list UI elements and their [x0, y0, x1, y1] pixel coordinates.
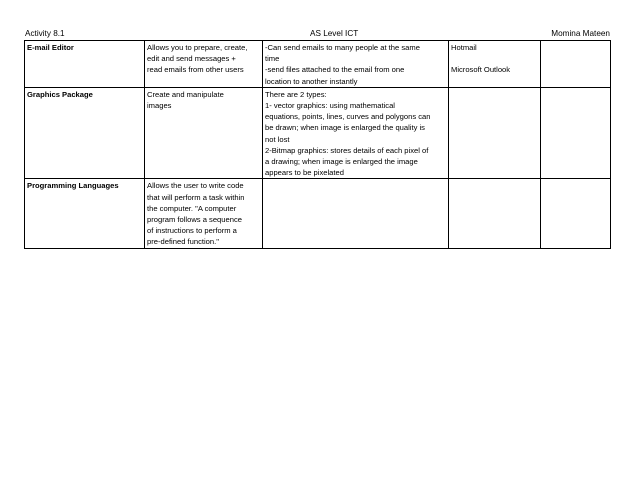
- description-line: the computer. "A computer: [147, 203, 237, 213]
- details-line: a drawing; when image is enlarged the image: [265, 157, 418, 167]
- row-title-cell: [25, 87, 145, 179]
- table-row: [25, 179, 611, 248]
- details-line: There are 2 types:: [265, 89, 327, 99]
- details-cell: [263, 179, 449, 248]
- description-line: read emails from other users: [147, 65, 244, 75]
- table-row: [25, 87, 611, 179]
- row-title: Programming Languages: [27, 181, 119, 191]
- details-line: time: [265, 54, 280, 64]
- examples-cell: [449, 87, 541, 179]
- software-table: [24, 40, 611, 249]
- page-header: [24, 28, 610, 40]
- details-cell: [263, 41, 449, 88]
- description-cell: [145, 41, 263, 88]
- description-line: pre-defined function.": [147, 237, 219, 247]
- description-line: Create and manipulate: [147, 89, 224, 99]
- header-activity: Activity 8.1: [25, 29, 65, 38]
- description-line: of instructions to perform a: [147, 226, 237, 236]
- header-author: Momina Mateen: [551, 29, 610, 38]
- details-line: -Can send emails to many people at the same: [265, 43, 420, 52]
- row-title-cell: [25, 41, 145, 88]
- example-spacer: [451, 53, 538, 64]
- row-title: E-mail Editor: [27, 43, 74, 52]
- empty-cell: [541, 179, 611, 248]
- details-cell: [263, 87, 449, 179]
- table-row: [25, 41, 611, 88]
- details-line: appears to be pixelated: [265, 168, 344, 178]
- description-line: program follows a sequence: [147, 215, 242, 225]
- details-line: 2-Bitmap graphics: stores details of each pixel of: [265, 145, 429, 155]
- empty-cell: [541, 87, 611, 179]
- details-line: equations, points, lines, curves and polygons can: [265, 112, 431, 122]
- details-line: location to another instantly: [265, 76, 358, 86]
- details-line: not lost: [265, 134, 290, 144]
- description-line: images: [147, 101, 172, 111]
- example-item: Hotmail: [451, 43, 477, 52]
- header-course: AS Level ICT: [310, 29, 359, 38]
- description-line: Allows the user to write code: [147, 181, 244, 191]
- empty-cell: [541, 41, 611, 88]
- document-page: [24, 28, 610, 249]
- row-title-cell: [25, 179, 145, 248]
- examples-cell: [449, 179, 541, 248]
- description-line: Allows you to prepare, create,: [147, 43, 248, 52]
- description-line: edit and send messages +: [147, 54, 236, 64]
- details-line: -send files attached to the email from one: [265, 65, 405, 75]
- example-item: Microsoft Outlook: [451, 65, 511, 75]
- row-title: Graphics Package: [27, 89, 93, 99]
- description-cell: [145, 179, 263, 248]
- description-cell: [145, 87, 263, 179]
- description-line: that will perform a task within: [147, 192, 245, 202]
- details-line: be drawn; when image is enlarged the quality is: [265, 123, 425, 133]
- examples-cell: [449, 41, 541, 88]
- details-line: 1- vector graphics: using mathematical: [265, 101, 395, 111]
